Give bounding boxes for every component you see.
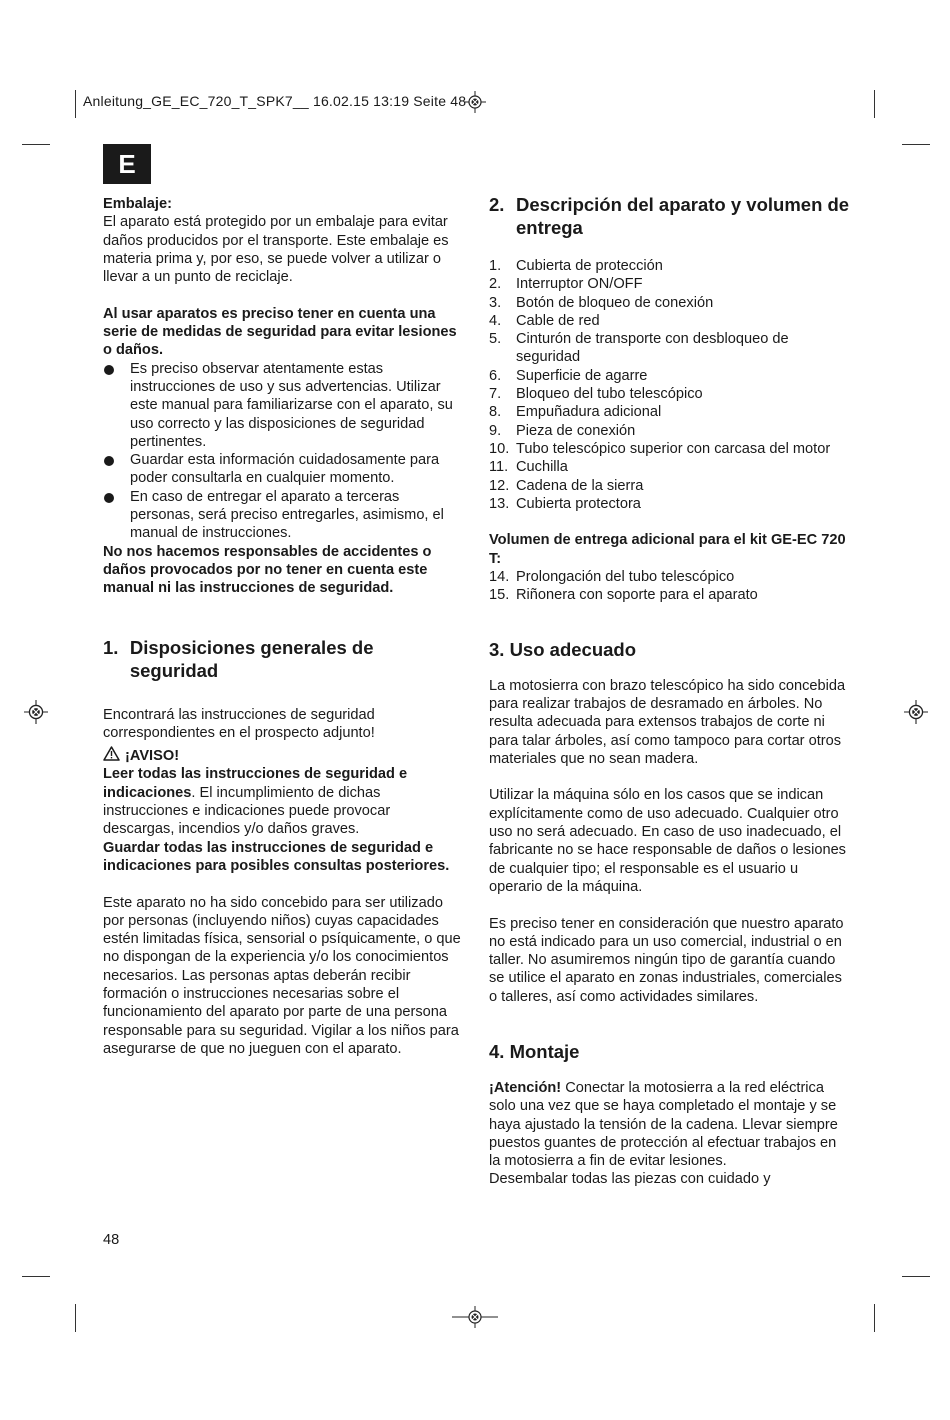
- item-number: 7.: [489, 386, 502, 403]
- section-4-heading: 4. Montaje: [489, 1040, 580, 1062]
- section-2-heading: [489, 193, 851, 239]
- item-text: Prolongación del tubo telescópico: [516, 569, 735, 586]
- list-item: [489, 568, 851, 586]
- crop-mark: [874, 1304, 875, 1332]
- item-text: Empuñadura adicional: [516, 404, 662, 421]
- item-text: Bloqueo del tubo telescópico: [516, 386, 703, 403]
- persons-text: Este aparato no ha sido concebido para ser utilizado por personas (incluyendo niños) cuyas capacidades estén limitadas física, sensorial o psíquicamente, o que no dispongan de la experiencia y/o los conocimientos necesarios. Las personas aptas deberán recibir formación o instrucciones necesarias sobre el funcionamiento del aparato por parte de una persona responsable para su seguridad. Vigilar a los niños para asegurarse de que no jueguen con el aparato.: [103, 894, 461, 1057]
- section-title: Disposiciones generales de seguridad: [129, 636, 374, 681]
- item-number: 9.: [489, 422, 502, 439]
- crop-mark: [902, 1276, 930, 1277]
- section-number: 2.: [489, 194, 505, 215]
- embalaje-title: Embalaje:: [103, 196, 172, 212]
- list-item: [489, 495, 851, 513]
- kit-list: [489, 568, 851, 605]
- s3-paragraph-1: La motosierra con brazo telescópico ha sido concebida para realizar trabajos de desramado en árboles. No resulta adecuada para extensos trabajos de corte ni para talar árboles, así como tampoco para cortar otros materiales que no sean madera.: [489, 677, 846, 767]
- list-item: [489, 440, 851, 458]
- item-number: 13.: [489, 495, 510, 512]
- s1-text: Encontrará las instrucciones de seguridad correspondientes en el prospecto adjunto!: [103, 706, 375, 741]
- list-item: [489, 330, 851, 367]
- list-item: [489, 458, 851, 476]
- item-text: Botón de bloqueo de conexión: [516, 294, 714, 311]
- item-number: 14.: [489, 569, 510, 586]
- attention-label: ¡Atención!: [489, 1079, 562, 1096]
- item-number: 3.: [489, 294, 502, 311]
- item-text: Superficie de agarre: [516, 367, 648, 384]
- item-text: Interruptor ON/OFF: [516, 276, 643, 293]
- list-item: [489, 385, 851, 403]
- warning-paragraph: [103, 765, 465, 838]
- crop-mark: [902, 144, 930, 145]
- crop-mark: [874, 90, 875, 118]
- crop-mark: [22, 1276, 50, 1277]
- language-badge: E: [103, 144, 151, 184]
- page-number: 48: [103, 1232, 120, 1248]
- warning-bold: Leer todas las instrucciones de seguridad e indicaciones: [103, 766, 408, 801]
- embalaje-text: El aparato está protegido por un embalaje para evitar daños producidos por el transporte. Este embalaje es materia prima y, por eso, se puede volver a utilizar o llevar a un punto de reciclaje.: [103, 214, 449, 286]
- registration-mark-icon: [464, 91, 486, 113]
- list-item: [489, 367, 851, 385]
- aviso-line: [103, 746, 465, 765]
- crop-mark: [22, 144, 50, 145]
- item-number: 11.: [489, 459, 509, 476]
- item-text: Cuchilla: [516, 459, 568, 476]
- parts-list: [489, 257, 851, 513]
- safety-bullets: [103, 360, 465, 543]
- list-item: [489, 294, 851, 312]
- section-3-heading: 3. Uso adecuado: [489, 638, 637, 660]
- crop-mark: [75, 90, 76, 118]
- list-item: [489, 257, 851, 275]
- registration-mark-icon: [904, 700, 928, 724]
- item-number: 2.: [489, 276, 502, 293]
- item-text: Cubierta de protección: [516, 258, 663, 274]
- item-number: 10.: [489, 440, 510, 457]
- section-1-heading: [103, 636, 465, 682]
- disclaimer: No nos hacemos responsables de accidentes o daños provocados por no tener en cuenta este manual ni las instrucciones de seguridad.: [103, 543, 432, 597]
- item-text: Tubo telescópico superior con carcasa del motor: [516, 440, 831, 457]
- list-item: [489, 422, 851, 440]
- list-item: Es preciso observar atentamente estas instrucciones de uso y sus advertencias. Utilizar este manual para familiarizarse con el aparato, su uso correcto y las disposiciones de seguridad pertinentes.: [103, 360, 465, 451]
- warning-text: . El incumplimiento de dichas instrucciones e indicaciones puede provocar descargas, incendios y/o daños graves.: [103, 784, 391, 838]
- list-item: [489, 403, 851, 421]
- item-number: 6.: [489, 367, 502, 384]
- list-item: [489, 312, 851, 330]
- item-text: Cable de red: [516, 312, 600, 329]
- item-text: Riñonera con soporte para el aparato: [516, 587, 758, 604]
- item-number: 12.: [489, 477, 510, 494]
- registration-mark-icon: [24, 700, 48, 724]
- warning-bold-2: Guardar todas las instrucciones de seguridad e indicaciones para posibles consultas posteriores.: [103, 839, 450, 874]
- s4-last-line: Desembalar todas las piezas con cuidado y: [489, 1171, 771, 1188]
- list-item: [489, 586, 851, 604]
- section-title: Descripción del aparato y volumen de entrega: [516, 194, 850, 238]
- item-number: 15.: [489, 587, 510, 604]
- kit-title: Volumen de entrega adicional para el kit GE-EC 720 T:: [489, 532, 846, 567]
- right-column: [489, 193, 851, 1189]
- item-text: Cubierta protectora: [516, 495, 641, 512]
- item-number: 5.: [489, 331, 502, 348]
- item-number: 4.: [489, 312, 502, 329]
- item-text: Cinturón de transporte con desbloqueo de seguridad: [516, 331, 789, 366]
- list-item: Guardar esta información cuidadosamente para poder consultarla en cualquier momento.: [103, 451, 465, 488]
- list-item: [489, 275, 851, 293]
- section-number: 1.: [103, 636, 119, 658]
- item-number: 1.: [489, 258, 502, 274]
- aviso-label: ¡AVISO!: [125, 748, 180, 765]
- item-number: 8.: [489, 404, 502, 421]
- s4-text: Conectar la motosierra a la red eléctrica solo una vez que se haya completado el montaje y se haya ajustado la tensión de la cadena. Llevar siempre puestos guantes de protección al efectuar trabajos en la motosierra a fin de evitar lesiones.: [489, 1079, 838, 1170]
- list-item: [489, 477, 851, 495]
- item-text: Cadena de la sierra: [516, 477, 644, 494]
- registration-mark-icon: [452, 1305, 498, 1329]
- item-text: Pieza de conexión: [516, 422, 636, 439]
- s4-paragraph: [489, 1079, 851, 1170]
- s3-paragraph-3: Es preciso tener en consideración que nuestro aparato no está indicado para un uso comercial, industrial o en taller. No asumiremos ningún tipo de garantía cuando se utilice el aparato en zonas industriales, comerciales o talleres, así como actividades similares.: [489, 915, 844, 1005]
- safety-intro: Al usar aparatos es preciso tener en cuenta una serie de medidas de seguridad para evitar lesiones o daños.: [103, 305, 457, 359]
- list-item: En caso de entregar el aparato a terceras personas, será preciso entregarles, asimismo, el manual de instrucciones.: [103, 488, 465, 543]
- crop-mark: [75, 1304, 76, 1332]
- left-column: [103, 195, 465, 1058]
- print-slug: Anleitung_GE_EC_720_T_SPK7__ 16.02.15 13:19 Seite 48: [83, 93, 467, 109]
- s3-paragraph-2: Utilizar la máquina sólo en los casos que se indican explícitamente como de uso adecuado. Cualquier otro uso no será adecuado. En caso de uso inadecuado, el fabricante no se hace responsable de daños o lesiones de cualquier tipo; el responsable es el usuario u operario de la máquina.: [489, 787, 846, 895]
- warning-triangle-icon: [103, 746, 120, 761]
